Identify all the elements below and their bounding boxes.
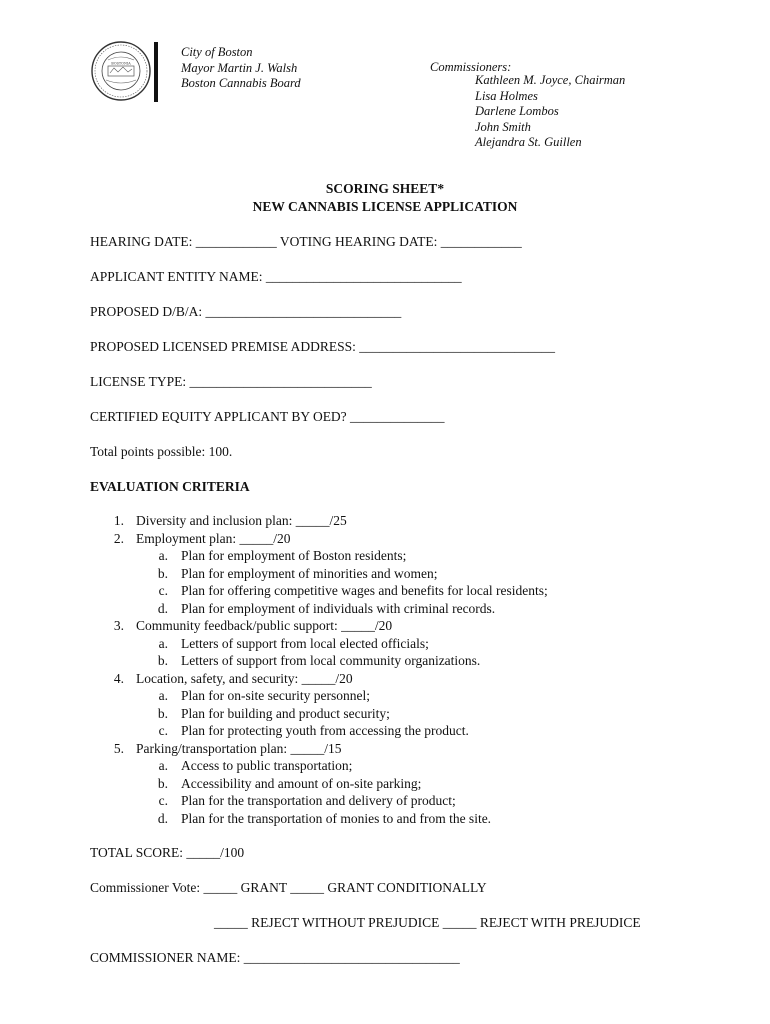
item-number: 3. <box>113 618 124 633</box>
premise-address-field: PROPOSED LICENSED PREMISE ADDRESS: _____________________________ <box>90 339 556 354</box>
equity-applicant-field: CERTIFIED EQUITY APPLICANT BY OED? ______________ <box>90 409 445 424</box>
item-text: Parking/transportation plan: _____/15 <box>136 740 342 756</box>
item-text: Employment plan: _____/20 <box>136 530 291 546</box>
item-number: 1. <box>113 513 124 528</box>
letterhead-divider <box>154 42 158 102</box>
item-number: 5. <box>113 740 124 756</box>
letterhead-city-block <box>181 45 301 92</box>
item-number: 4. <box>113 670 124 686</box>
proposed-dba-field: PROPOSED D/B/A: _____________________________ <box>90 304 402 319</box>
commissioner-name-field: COMMISSIONER NAME: ________________________________ <box>90 950 460 965</box>
total-points-possible: Total points possible: 100. <box>90 444 233 459</box>
commissioner-item: John Smith <box>475 119 531 134</box>
item-text: Community feedback/public support: _____/20 <box>136 618 393 633</box>
city-seal <box>90 40 152 102</box>
applicant-entity-field: APPLICANT ENTITY NAME: _____________________________ <box>90 269 462 284</box>
item-text: Diversity and inclusion plan: _____/25 <box>136 513 347 528</box>
commissioner-vote-line: Commissioner Vote: _____ GRANT _____ GRANT CONDITIONALLY <box>90 880 487 895</box>
seal-text: BOSTONIA <box>111 61 131 66</box>
total-score-field: TOTAL SCORE: _____/100 <box>90 845 245 860</box>
city-name: City of Boston <box>181 45 253 59</box>
item-text: Location, safety, and security: _____/20 <box>136 670 353 686</box>
document-subtitle: NEW CANNABIS LICENSE APPLICATION <box>252 199 518 214</box>
license-type-field: LICENSE TYPE: ___________________________ <box>90 374 372 389</box>
board-name: Boston Cannabis Board <box>181 76 301 90</box>
commissioners-list <box>475 73 625 151</box>
commissioner-vote-reject-line: _____ REJECT WITHOUT PREJUDICE _____ REJECT WITH PREJUDICE <box>214 915 641 930</box>
item-number: 2. <box>113 530 124 546</box>
hearing-date-field: HEARING DATE: ____________ VOTING HEARING DATE: ____________ <box>90 234 522 249</box>
mayor-name: Mayor Martin J. Walsh <box>181 60 298 75</box>
criteria-heading: EVALUATION CRITERIA <box>90 479 250 494</box>
commissioner-item: Kathleen M. Joyce, Chairman <box>475 73 626 87</box>
commissioner-item: Lisa Holmes <box>475 88 538 103</box>
commissioner-item: Alejandra St. Guillen <box>475 135 582 149</box>
commissioner-item: Darlene Lombos <box>475 104 559 118</box>
document-title: SCORING SHEET* <box>325 181 445 196</box>
commissioners-label: Commissioners: <box>430 60 512 74</box>
